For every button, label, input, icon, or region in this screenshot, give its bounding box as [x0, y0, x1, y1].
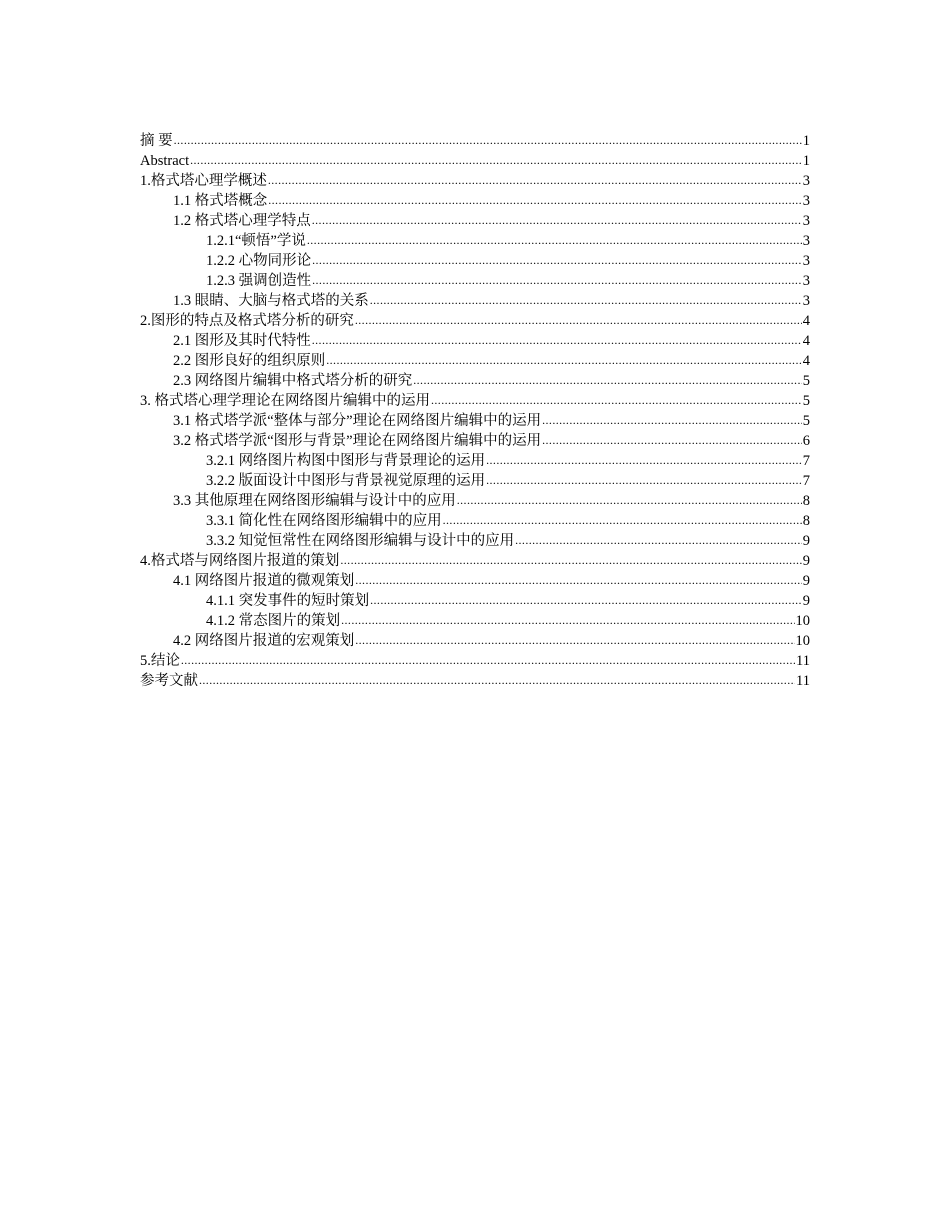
toc-entry-page-number: 8: [802, 513, 810, 529]
toc-entry-page-number: 4: [802, 353, 810, 369]
toc-entry-title: 2.2 图形良好的组织原则: [173, 353, 326, 369]
toc-entry[interactable]: [140, 391, 810, 411]
toc-entry-page-number: 3: [802, 273, 810, 289]
toc-entry-title: 1.2.3 强调创造性: [206, 273, 312, 289]
toc-entry-title: 3.1 格式塔学派“整体与部分”理论在网络图片编辑中的运用: [173, 413, 542, 429]
toc-dot-leader: [312, 330, 802, 350]
toc-entry-title: 4.1.2 常态图片的策划: [206, 613, 341, 629]
toc-entry-title: 3.2 格式塔学派“图形与背景”理论在网络图片编辑中的运用: [173, 433, 542, 449]
toc-entry-title: 4.1.1 突发事件的短时策划: [206, 593, 370, 609]
toc-dot-leader: [542, 410, 802, 430]
toc-entry-page-number: 3: [802, 213, 810, 229]
toc-entry[interactable]: [140, 191, 810, 211]
toc-dot-leader: [312, 270, 802, 290]
toc-entry[interactable]: [140, 491, 810, 511]
toc-entry-page-number: 4: [802, 333, 810, 349]
toc-dot-leader: [486, 470, 802, 490]
toc-dot-leader: [312, 210, 802, 230]
toc-entry-page-number: 7: [802, 453, 810, 469]
toc-entry[interactable]: [140, 551, 810, 571]
toc-entry[interactable]: [140, 151, 810, 171]
toc-dot-leader: [370, 590, 802, 610]
toc-entry-title: 1.3 眼睛、大脑与格式塔的关系: [173, 293, 369, 309]
toc-entry-page-number: 9: [802, 533, 810, 549]
toc-entry[interactable]: [140, 631, 810, 651]
toc-entry-title: 4.格式塔与网络图片报道的策划: [140, 553, 340, 569]
toc-entry-page-number: 4: [802, 313, 810, 329]
toc-entry[interactable]: [140, 171, 810, 191]
toc-dot-leader: [355, 570, 802, 590]
toc-entry-title: 3.2.1 网络图片构图中图形与背景理论的运用: [206, 453, 486, 469]
toc-dot-leader: [190, 150, 802, 170]
toc-entry-page-number: 5: [802, 393, 810, 409]
toc-dot-leader: [174, 130, 802, 150]
toc-entry-title: 4.2 网络图片报道的宏观策划: [173, 633, 355, 649]
toc-entry-page-number: 10: [795, 613, 810, 629]
toc-dot-leader: [413, 370, 802, 390]
toc-dot-leader: [268, 170, 802, 190]
toc-entry[interactable]: [140, 591, 810, 611]
toc-entry-page-number: 3: [802, 173, 810, 189]
toc-dot-leader: [181, 650, 795, 670]
toc-entry-page-number: 11: [796, 673, 810, 689]
toc-entry[interactable]: [140, 231, 810, 251]
toc-entry-title: 摘 要: [140, 133, 173, 149]
toc-entry[interactable]: [140, 351, 810, 371]
toc-entry-page-number: 3: [802, 233, 810, 249]
toc-entry[interactable]: [140, 311, 810, 331]
toc-dot-leader: [457, 490, 802, 510]
toc-dot-leader: [307, 230, 802, 250]
toc-entry[interactable]: [140, 371, 810, 391]
toc-entry-page-number: 3: [802, 293, 810, 309]
toc-entry-page-number: 5: [802, 373, 810, 389]
toc-entry[interactable]: [140, 651, 810, 671]
toc-entry-page-number: 1: [802, 133, 810, 149]
toc-entry-title: 1.2.1“顿悟”学说: [206, 233, 306, 249]
toc-entry-page-number: 9: [802, 573, 810, 589]
toc-entry-title: 3. 格式塔心理学理论在网络图片编辑中的运用: [140, 393, 430, 409]
toc-entry-page-number: 10: [795, 633, 810, 649]
toc-dot-leader: [515, 530, 802, 550]
toc-entry-page-number: 6: [802, 433, 810, 449]
toc-dot-leader: [486, 450, 802, 470]
toc-entry-title: 1.2 格式塔心理学特点: [173, 213, 311, 229]
toc-entry[interactable]: [140, 211, 810, 231]
toc-entry-title: 2.3 网络图片编辑中格式塔分析的研究: [173, 373, 413, 389]
toc-entry-title: 3.3 其他原理在网络图形编辑与设计中的应用: [173, 493, 456, 509]
toc-entry[interactable]: [140, 411, 810, 431]
toc-entry[interactable]: [140, 671, 810, 691]
toc-dot-leader: [326, 350, 802, 370]
table-of-contents: [140, 131, 810, 691]
toc-entry[interactable]: [140, 511, 810, 531]
toc-entry-page-number: 9: [802, 553, 810, 569]
toc-entry[interactable]: [140, 131, 810, 151]
toc-entry-title: 1.2.2 心物同形论: [206, 253, 312, 269]
toc-entry-title: 4.1 网络图片报道的微观策划: [173, 573, 355, 589]
toc-dot-leader: [268, 190, 802, 210]
toc-entry-page-number: 7: [802, 473, 810, 489]
toc-entry-title: Abstract: [140, 153, 190, 169]
toc-entry-page-number: 9: [802, 593, 810, 609]
toc-entry[interactable]: [140, 451, 810, 471]
toc-entry[interactable]: [140, 251, 810, 271]
toc-entry[interactable]: [140, 271, 810, 291]
toc-dot-leader: [199, 670, 795, 690]
toc-entry[interactable]: [140, 331, 810, 351]
toc-entry-page-number: 3: [802, 193, 810, 209]
toc-entry-page-number: 3: [802, 253, 810, 269]
toc-entry-title: 3.3.2 知觉恒常性在网络图形编辑与设计中的应用: [206, 533, 515, 549]
toc-dot-leader: [542, 430, 802, 450]
toc-entry-page-number: 8: [802, 493, 810, 509]
toc-entry-title: 1.格式塔心理学概述: [140, 173, 267, 189]
toc-dot-leader: [370, 290, 802, 310]
toc-dot-leader: [355, 310, 802, 330]
toc-entry-title: 3.2.2 版面设计中图形与背景视觉原理的运用: [206, 473, 486, 489]
toc-entry[interactable]: [140, 291, 810, 311]
toc-entry-title: 2.图形的特点及格式塔分析的研究: [140, 313, 354, 329]
toc-entry[interactable]: [140, 571, 810, 591]
toc-entry-title: 1.1 格式塔概念: [173, 193, 268, 209]
toc-dot-leader: [431, 390, 802, 410]
toc-dot-leader: [340, 550, 801, 570]
toc-entry[interactable]: [140, 431, 810, 451]
toc-dot-leader: [355, 630, 794, 650]
toc-entry[interactable]: [140, 611, 810, 631]
toc-entry-title: 2.1 图形及其时代特性: [173, 333, 311, 349]
toc-entry-page-number: 1: [802, 153, 810, 169]
toc-entry-page-number: 11: [796, 653, 810, 669]
toc-entry[interactable]: [140, 471, 810, 491]
toc-entry-title: 参考文献: [140, 673, 198, 689]
toc-dot-leader: [443, 510, 802, 530]
toc-entry-page-number: 5: [802, 413, 810, 429]
toc-entry-title: 5.结论: [140, 653, 180, 669]
toc-entry-title: 3.3.1 简化性在网络图形编辑中的应用: [206, 513, 442, 529]
toc-entry[interactable]: [140, 531, 810, 551]
toc-dot-leader: [312, 250, 802, 270]
toc-dot-leader: [341, 610, 794, 630]
